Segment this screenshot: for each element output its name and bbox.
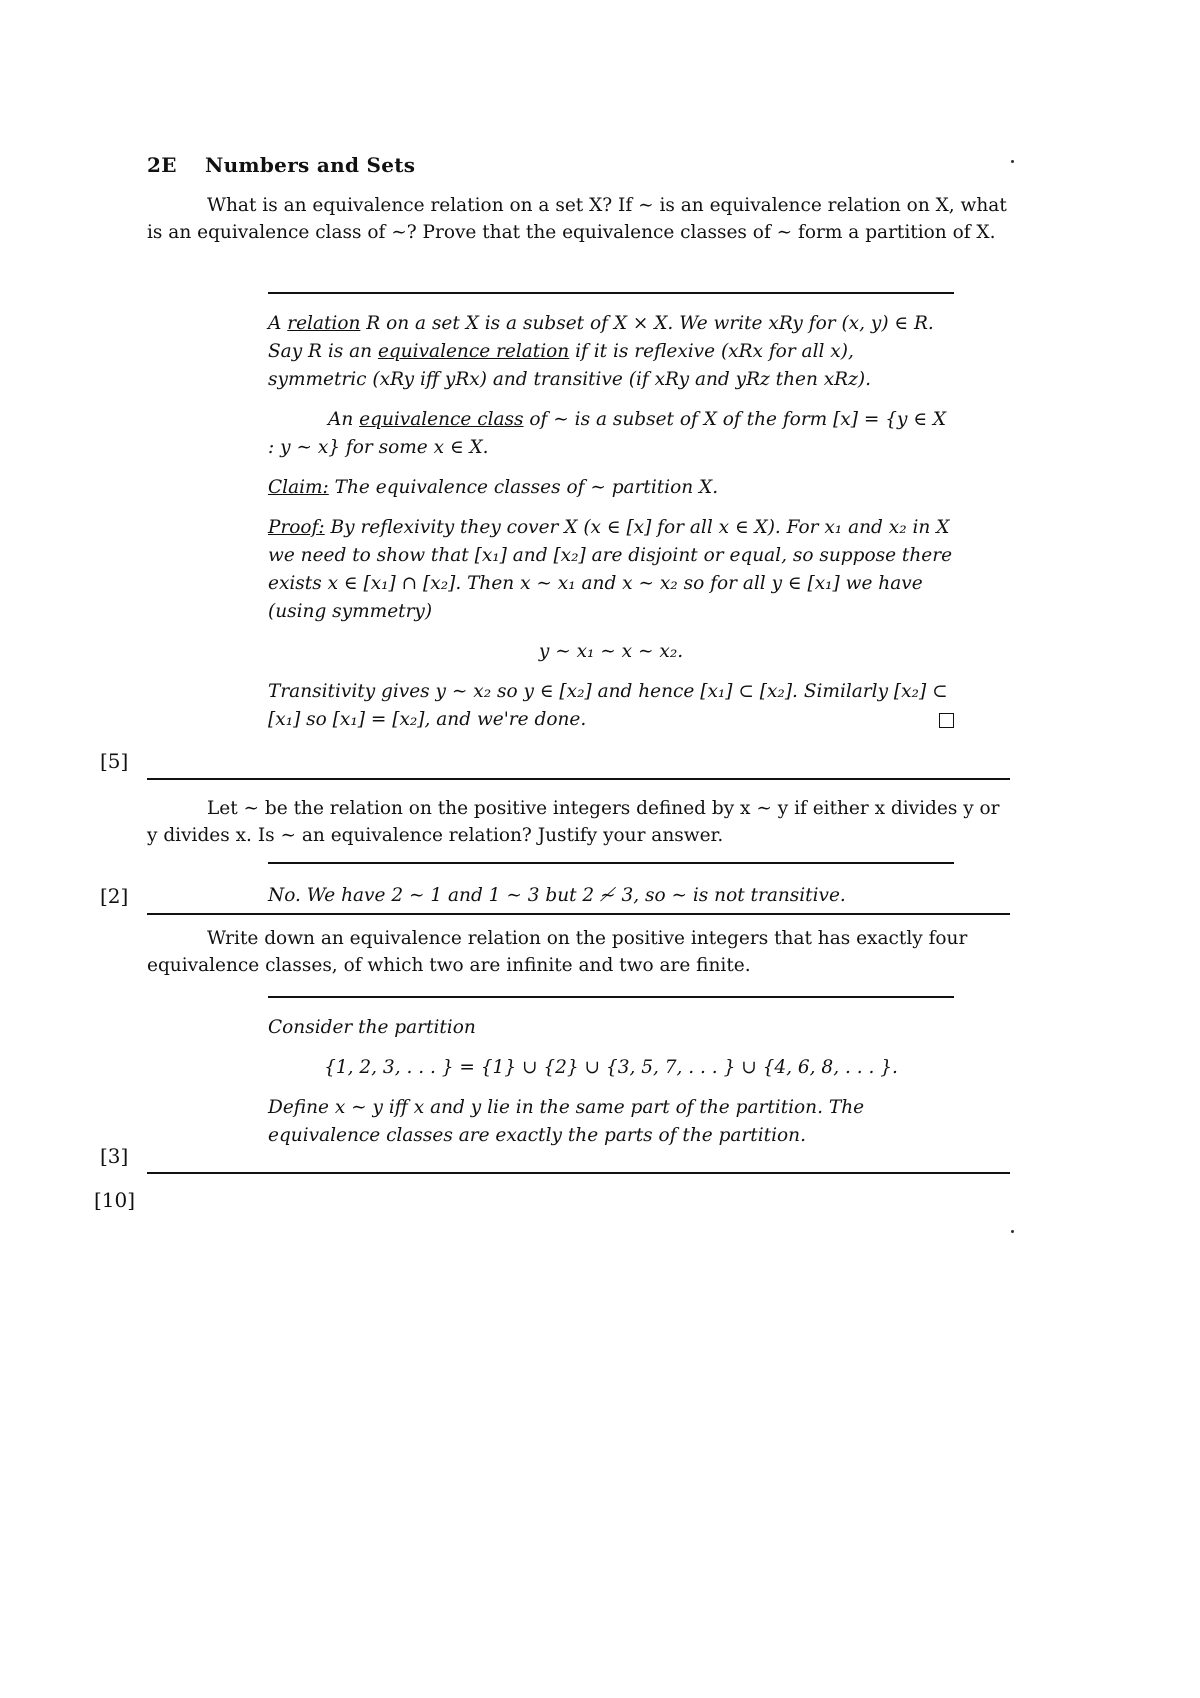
corner-dot-bottom — [1011, 1230, 1014, 1233]
part3-mark: [3] — [100, 1144, 129, 1168]
part2-answer-top-rule — [268, 862, 954, 864]
part1-answer — [268, 310, 954, 734]
part1-mark: [5] — [100, 749, 129, 773]
partition-display: {1, 2, 3, . . . } = {1} ∪ {2} ∪ {3, 5, 7, . . . } ∪ {4, 6, 8, . . . }. — [324, 1057, 898, 1078]
question-title: Numbers and Sets — [205, 153, 416, 177]
class-definition: An equivalence class of ∼ is a subset of X of the form [x] = {y ∈ X : y ∼ x} for some x ∈ X. — [268, 409, 947, 458]
part3-answer-top-rule — [268, 996, 954, 998]
question-code: 2E — [147, 153, 177, 177]
part3-question: Write down an equivalence relation on the positive integers that has exactly four equivalence classes, of which two are infinite and two are finite. — [147, 928, 968, 976]
corner-dot-top — [1011, 160, 1014, 163]
proof: Proof: By reflexivity they cover X (x ∈ [x] for all x ∈ X). For x₁ and x₂ in X we need to show that [x₁] and [x₂] are disjoint or equal, so suppose there exists x ∈ [x₁] ∩ [x₂]. Then x ∼ x₁ and x ∼ x₂ so for all y ∈ [x₁] we have (using symmetry) — [268, 517, 953, 622]
part2-question: Let ∼ be the relation on the positive integers defined by x ∼ y if either x divides y or y divides x. Is ∼ an equivalence relation? Justify your answer. — [147, 798, 1000, 846]
partition-definition: Define x ∼ y iff x and y lie in the same part of the partition. The equivalence classes are exactly the parts of the partition. — [268, 1097, 865, 1146]
part1-answer-top-rule — [268, 292, 954, 294]
part1-bottom-rule — [147, 778, 1010, 780]
part2-mark: [2] — [100, 884, 129, 908]
total-mark: [10] — [94, 1188, 136, 1212]
claim: Claim: The equivalence classes of ∼ partition X. — [268, 477, 719, 498]
part2-bottom-rule — [147, 913, 1010, 915]
proof-conclusion: Transitivity gives y ∼ x₂ so y ∈ [x₂] and hence [x₁] ⊂ [x₂]. Similarly [x₂] ⊂ [x₁] so [x₁] = [x₂], and we're done. — [268, 678, 954, 734]
qed-box-icon — [939, 713, 954, 728]
part2-answer: No. We have 2 ∼ 1 and 1 ∼ 3 but 2 ≁ 3, so ∼ is not transitive. — [268, 885, 846, 906]
question-heading — [147, 153, 415, 177]
part3-answer — [268, 1014, 954, 1150]
part1-question: What is an equivalence relation on a set X? If ∼ is an equivalence relation on X, what is an equivalence class of ∼? Prove that the equivalence classes of ∼ form a partition of X. — [147, 195, 1007, 243]
part3-bottom-rule — [147, 1172, 1010, 1174]
relation-definition: A relation R on a set X is a subset of X × X. We write xRy for (x, y) ∈ R. Say R is an equivalence relation if it is reflexive (xRx for all x), symmetric (xRy iff yRx) and transitive (if xRy and yRz then xRz). — [268, 313, 934, 390]
display-equation: y ∼ x₁ ∼ x ∼ x₂. — [538, 641, 684, 662]
partition-intro: Consider the partition — [268, 1017, 476, 1038]
